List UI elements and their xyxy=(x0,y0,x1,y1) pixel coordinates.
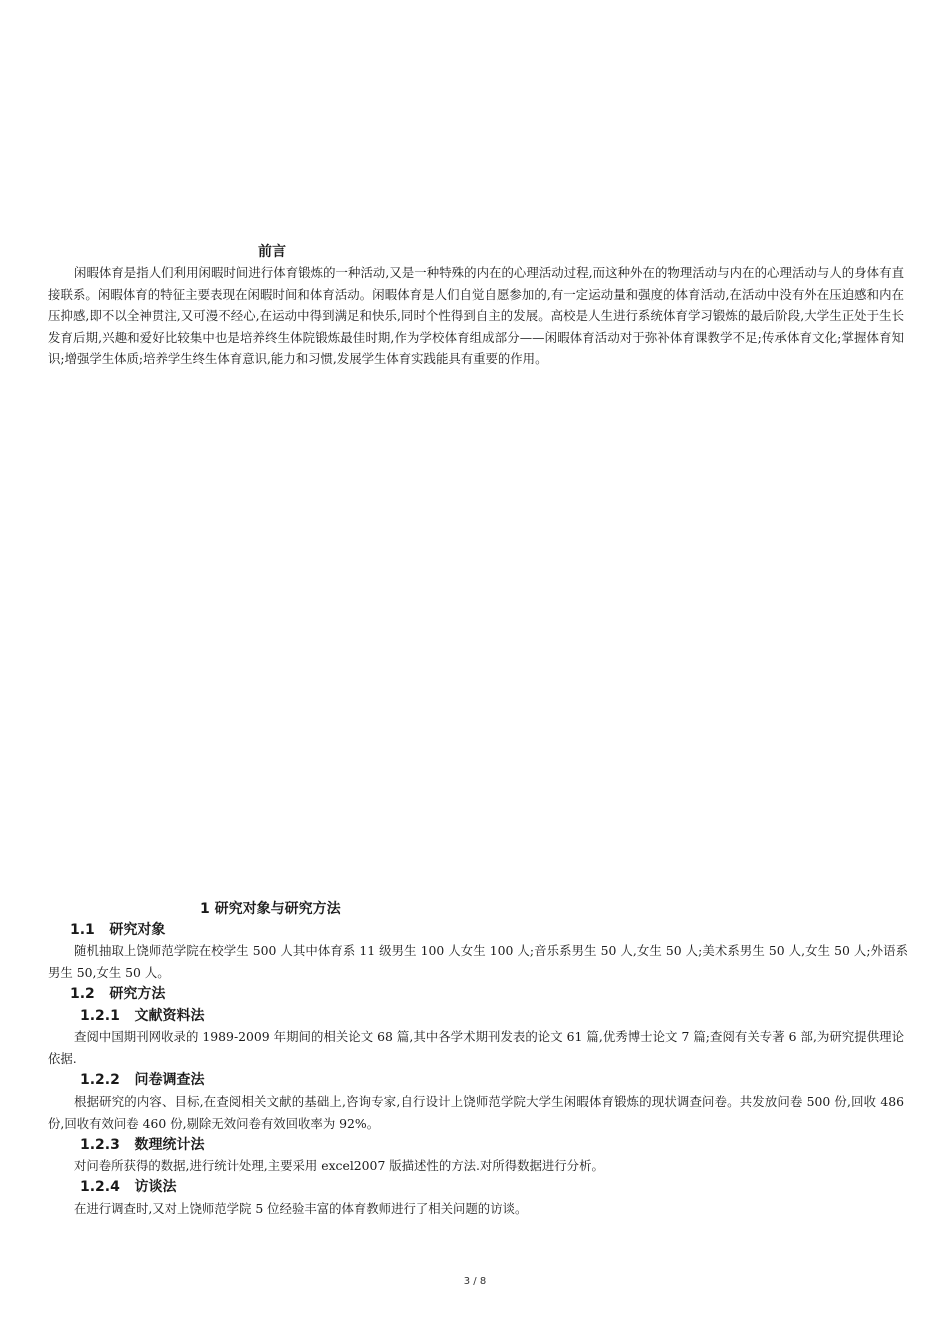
section-1-2-4-title: 1.2.4 访谈法 xyxy=(80,1179,177,1195)
section-1-1-title: 1.1 研究对象 xyxy=(70,922,166,938)
section-1-title: 1 研究对象与研究方法 xyxy=(200,901,341,917)
section-1-2-2-title: 1.2.2 问卷调查法 xyxy=(80,1072,205,1088)
section-1-2-1-title: 1.2.1 文献资料法 xyxy=(80,1008,205,1024)
preface-title: 前言 xyxy=(258,244,286,260)
preface-paragraph: 闲暇体育是指人们利用闲暇时间进行体育锻炼的一种活动,又是一种特殊的内在的心理活动过程,而这种外在的物理活动与内在的心理活动与人的身体有直接联系。闲暇体育的特征主要表现在闲暇时间和体育活动。闲暇体育是人们自觉自愿参加的,有一定运动量和强度的体育活动,在活动中没有外在压迫感和内在压抑感,即不以全神贯注,又可漫不经心,在运动中得到满足和快乐,同时个性得到自主的发展。高校是人生进行系统体育学习锻炼的最后阶段,大学生正处于生长发育后期,兴趣和爱好比较集中也是培养终生体院锻炼最佳时期,作为学校体育组成部分——闲暇体育活动对于弥补体育课教学不足;传承体育文化;掌握体育知识;增强学生体质;培养学生终生体育意识,能力和习惯,发展学生体育实践能具有重要的作用。 xyxy=(48,265,904,367)
section-1-2-3-title: 1.2.3 数理统计法 xyxy=(80,1137,205,1153)
section-1-2-1-paragraph: 查阅中国期刊网收录的 1989-2009 年期间的相关论文 68 篇,其中各学术期刊发表的论文 61 篇,优秀博士论文 7 篇;查阅有关专著 6 部,为研究提供理论依据. xyxy=(48,1029,904,1066)
section-1-2-title: 1.2 研究方法 xyxy=(70,986,166,1002)
section-1-2-3-paragraph: 对问卷所获得的数据,进行统计处理,主要采用 excel2007 版描述性的方法.对所得数据进行分析。 xyxy=(74,1158,604,1173)
section-1-1-paragraph: 随机抽取上饶师范学院在校学生 500 人其中体育系 11 级男生 100 人女生 100 人;音乐系男生 50 人,女生 50 人;美术系男生 50 人,女生 50 人;外语系男生 50,女生 50 人。 xyxy=(48,943,908,980)
page-number: 3 / 8 xyxy=(463,1276,487,1287)
section-1-2-4-paragraph: 在进行调查时,又对上饶师范学院 5 位经验丰富的体育教师进行了相关问题的访谈。 xyxy=(74,1201,528,1216)
section-1-2-2-paragraph: 根据研究的内容、目标,在查阅相关文献的基础上,咨询专家,自行设计上饶师范学院大学生闲暇体育锻炼的现状调查问卷。共发放问卷 500 份,回收 486 份,回收有效问卷 460 份,剔除无效问卷有效回收率为 92%。 xyxy=(48,1094,904,1131)
